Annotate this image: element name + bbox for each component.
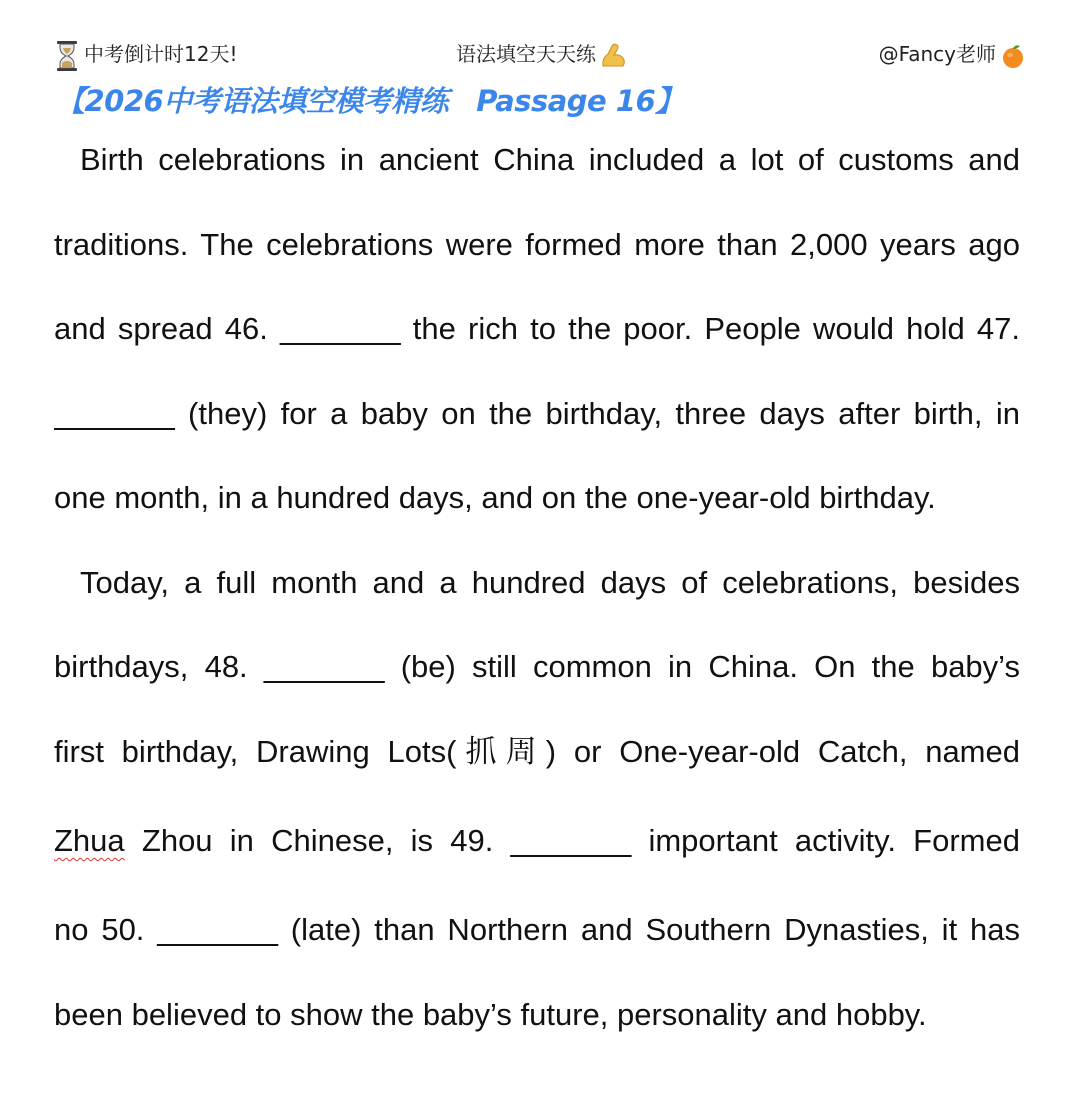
passage-line: been believed to show the baby’s future, personality and hobby. — [54, 996, 927, 1032]
title-passage-number: Passage 16】 — [476, 84, 684, 118]
passage-line: Birth celebrations in ancient China included a lot of customs and — [80, 142, 1020, 177]
passage-line: _______ (they) for a baby on the birthday, three days after birth, in — [54, 395, 1020, 431]
passage-line: one month, in a hundred days, and on the one-year-old birthday. — [54, 480, 936, 515]
title-prefix: 【2026中考语法填空模考精练 — [56, 84, 449, 118]
daily-practice-text: 语法填空天天练 — [456, 42, 596, 66]
countdown-label — [56, 36, 237, 72]
passage-line: first birthday, Drawing Lots(抓周) or One-year-old Catch, named — [54, 733, 1020, 769]
passage-line: and spread 46. _______ the rich to the poor. People would hold 47. — [54, 311, 1020, 346]
spellcheck-flagged-word: Zhua — [54, 823, 125, 858]
flexed-biceps-icon — [600, 42, 628, 70]
author-text: @Fancy老师 — [878, 42, 996, 66]
passage-body — [54, 118, 1020, 1057]
tangerine-icon — [1000, 43, 1026, 69]
countdown-text: 中考倒计时12天! — [84, 42, 238, 66]
passage-line: birthdays, 48. _______ (be) still common in China. On the baby’s — [54, 649, 1020, 684]
hourglass-icon — [56, 41, 78, 71]
author-label — [879, 36, 1026, 72]
passage-line: traditions. The celebrations were formed more than 2,000 years ago — [54, 226, 1020, 262]
passage-line: no 50. _______ (late) than Northern and Southern Dynasties, it has — [54, 912, 1020, 947]
passage-line: Zhua Zhou in Chinese, is 49. _______ important activity. Formed — [54, 823, 1020, 858]
passage-line: Today, a full month and a hundred days of celebrations, besides — [80, 564, 1020, 600]
header-bar — [56, 36, 1026, 72]
daily-practice-label — [456, 36, 628, 72]
